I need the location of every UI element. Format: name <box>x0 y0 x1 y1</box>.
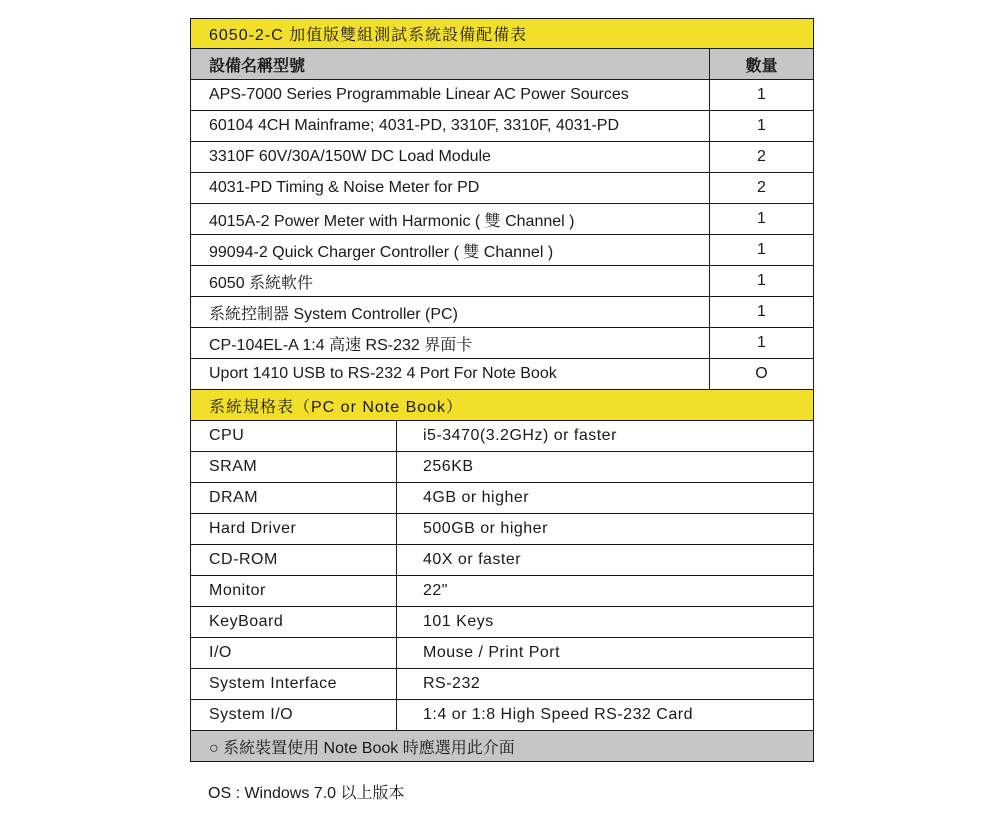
spec-row <box>190 452 814 483</box>
spec-value: 101 Keys <box>423 613 494 630</box>
spec-value: 22" <box>423 582 448 599</box>
spec-value: 500GB or higher <box>423 520 548 537</box>
equipment-row <box>190 80 814 111</box>
equipment-name: 4015A-2 Power Meter with Harmonic ( 雙 Channel ) <box>209 212 575 230</box>
spec-value: 40X or faster <box>423 551 522 568</box>
spec-value: i5-3470(3.2GHz) or faster <box>423 427 617 444</box>
equipment-quantity: 1 <box>709 328 813 358</box>
spec-key: System I/O <box>191 700 397 730</box>
spec-key: System Interface <box>191 669 397 699</box>
spec-value: Mouse / Print Port <box>423 644 561 661</box>
equipment-name: 99094-2 Quick Charger Controller ( 雙 Channel ) <box>209 243 554 261</box>
spec-rows <box>190 421 814 731</box>
equipment-quantity: 1 <box>709 111 813 141</box>
equipment-name: 系統控制器 System Controller (PC) <box>209 305 458 323</box>
equipment-quantity: 2 <box>709 173 813 203</box>
equipment-row <box>190 297 814 328</box>
table-title-row <box>190 18 814 49</box>
equipment-name: 4031-PD Timing & Noise Meter for PD <box>209 179 480 196</box>
equipment-quantity: O <box>709 359 813 389</box>
equipment-quantity: 1 <box>709 204 813 234</box>
spec-key: Monitor <box>191 576 397 606</box>
spec-value: 1:4 or 1:8 High Speed RS-232 Card <box>423 706 693 723</box>
spec-value: 4GB or higher <box>423 489 530 506</box>
spec-title: 系統規格表（PC or Note Book） <box>209 398 464 416</box>
equipment-row <box>190 204 814 235</box>
equipment-quantity: 1 <box>709 266 813 296</box>
quantity-header: 數量 <box>709 49 813 79</box>
spec-row <box>190 545 814 576</box>
spec-value: 256KB <box>423 458 474 475</box>
equipment-table <box>190 18 814 762</box>
spec-row <box>190 576 814 607</box>
table-title: 6050-2-C 加值版雙組測試系統設備配備表 <box>209 27 528 44</box>
equipment-header-row <box>190 49 814 80</box>
spec-key: SRAM <box>191 452 397 482</box>
spec-key: I/O <box>191 638 397 668</box>
os-note: OS : Windows 7.0 以上版本 <box>208 785 405 802</box>
spec-key: DRAM <box>191 483 397 513</box>
spec-key: Hard Driver <box>191 514 397 544</box>
equipment-row <box>190 328 814 359</box>
equipment-row <box>190 359 814 390</box>
equipment-name: 60104 4CH Mainframe; 4031-PD, 3310F, 3310F, 4031-PD <box>209 117 620 134</box>
equipment-row <box>190 142 814 173</box>
spec-value: RS-232 <box>423 675 481 692</box>
spec-row <box>190 669 814 700</box>
equipment-name: 3310F 60V/30A/150W DC Load Module <box>209 148 491 165</box>
equipment-name: APS-7000 Series Programmable Linear AC Power Sources <box>209 86 629 103</box>
spec-row <box>190 421 814 452</box>
spec-title-row <box>190 390 814 421</box>
footnote: ○ 系統裝置使用 Note Book 時應選用此介面 <box>209 739 515 757</box>
spec-row <box>190 638 814 669</box>
equipment-row <box>190 235 814 266</box>
equipment-quantity: 1 <box>709 297 813 327</box>
equipment-row <box>190 173 814 204</box>
equipment-name-header: 設備名稱型號 <box>209 57 306 75</box>
equipment-name: CP-104EL-A 1:4 高速 RS-232 界面卡 <box>209 336 473 354</box>
equipment-row <box>190 266 814 297</box>
equipment-quantity: 2 <box>709 142 813 172</box>
spec-key: CPU <box>191 421 397 451</box>
equipment-name: Uport 1410 USB to RS-232 4 Port For Note Book <box>209 365 557 382</box>
spec-key: KeyBoard <box>191 607 397 637</box>
equipment-quantity: 1 <box>709 235 813 265</box>
equipment-name: 6050 系統軟件 <box>209 274 314 292</box>
spec-key: CD-ROM <box>191 545 397 575</box>
equipment-rows <box>190 80 814 390</box>
spec-row <box>190 700 814 731</box>
equipment-quantity: 1 <box>709 80 813 110</box>
spec-row <box>190 607 814 638</box>
spec-row <box>190 483 814 514</box>
equipment-row <box>190 111 814 142</box>
footnote-row <box>190 731 814 762</box>
spec-row <box>190 514 814 545</box>
